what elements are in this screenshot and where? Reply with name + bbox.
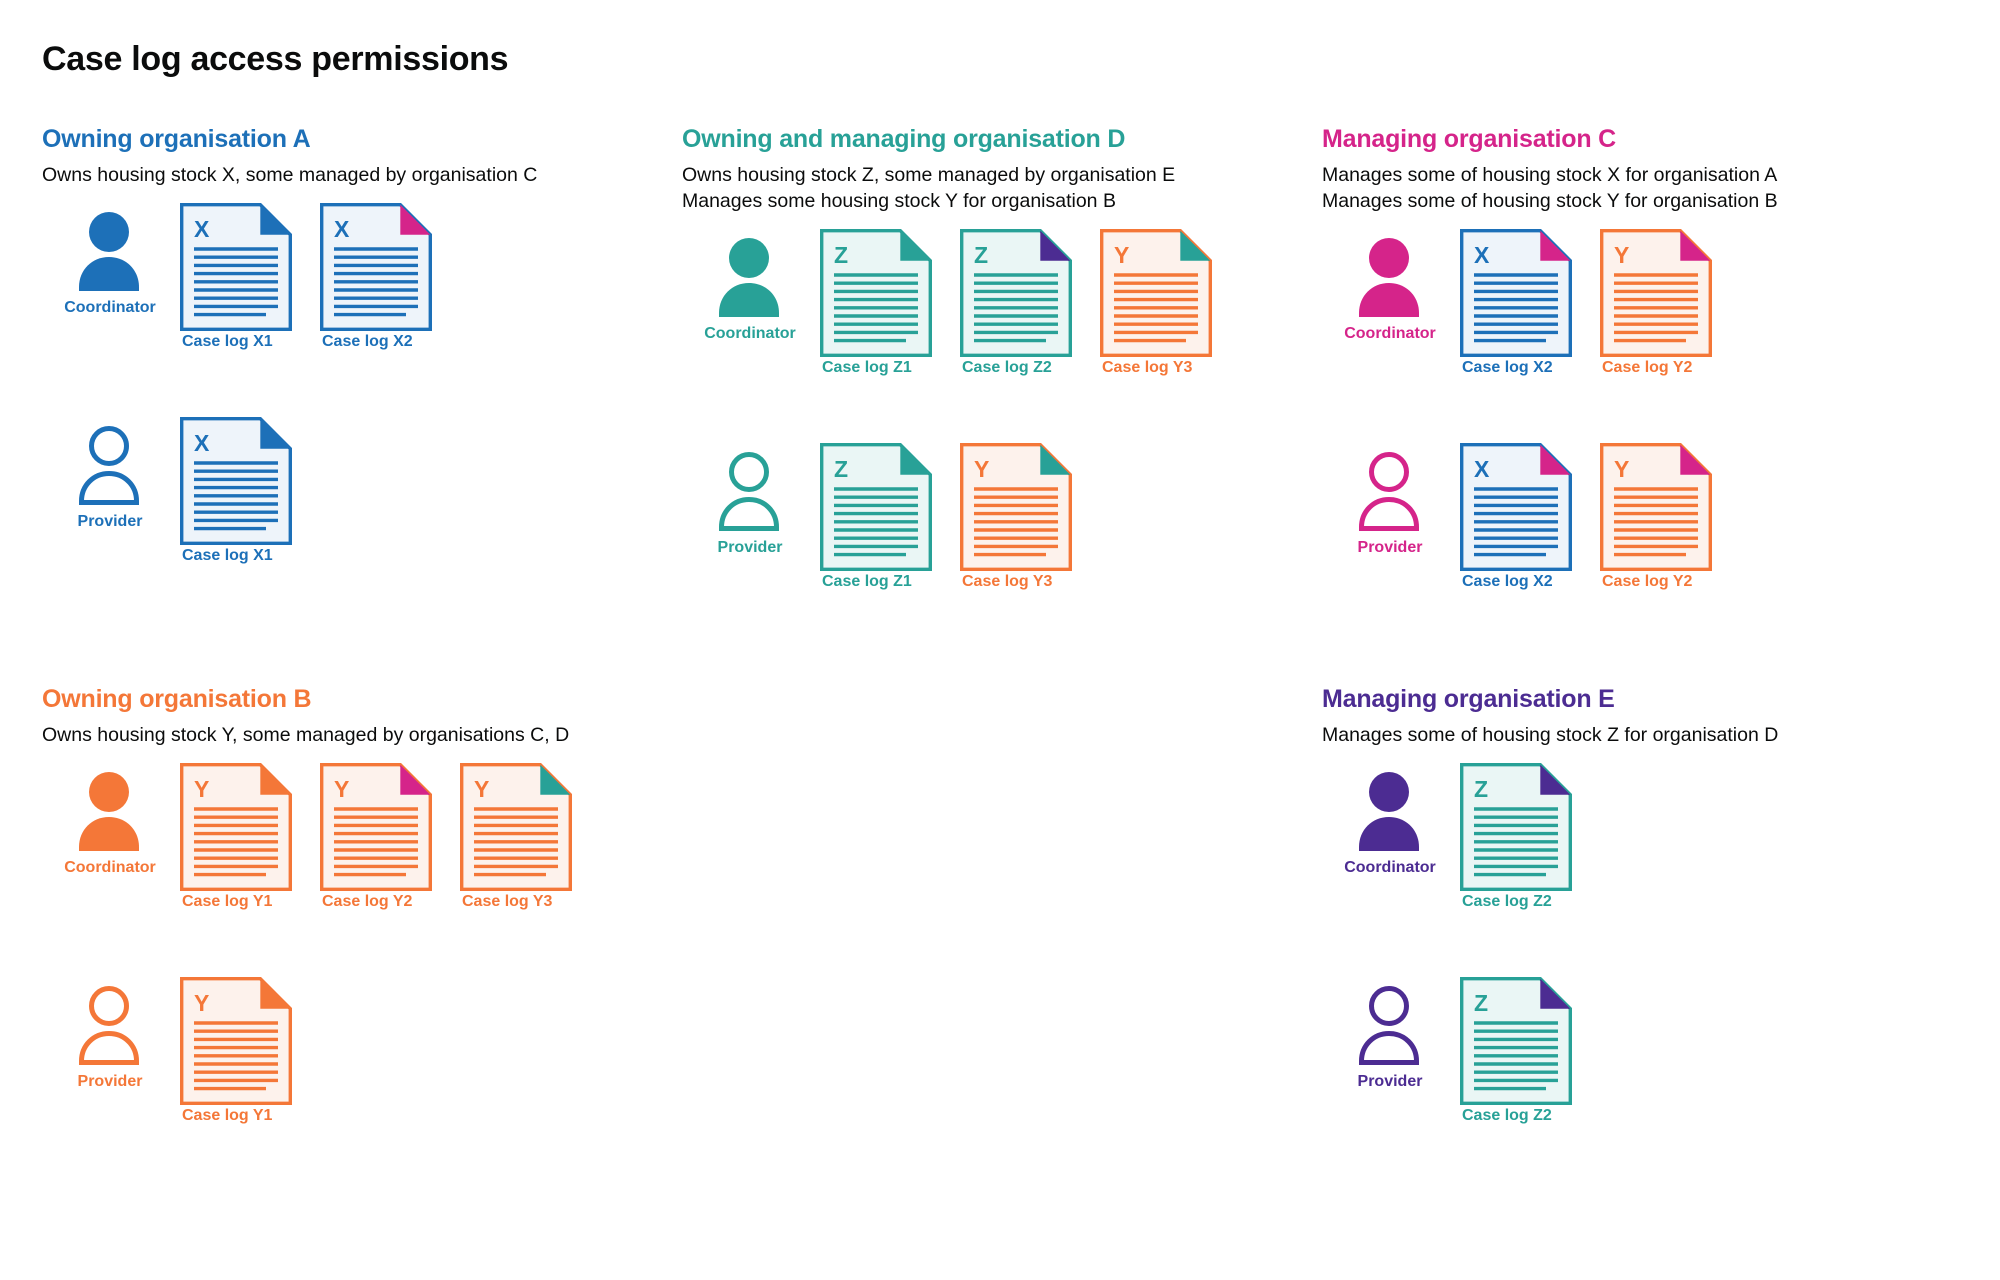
person-provider	[40, 417, 180, 531]
role-row-coordinator	[1320, 229, 1960, 429]
section-owning-organisation-b	[40, 685, 680, 1177]
user-outline-icon	[1351, 983, 1429, 1067]
section-title-managing-organisation-e: Managing organisation E	[1322, 684, 1615, 713]
role-row-coordinator	[1320, 763, 1960, 963]
svg-text:X: X	[1474, 455, 1490, 482]
svg-text:X: X	[194, 429, 210, 456]
person-role-label: Provider	[77, 512, 143, 530]
document-icon	[460, 763, 572, 891]
case-log-list	[180, 417, 320, 565]
section-owning-and-managing-organisation-d	[680, 125, 1320, 643]
page-title: Case log access permissions	[42, 40, 509, 78]
case-log-label: Case log X1	[182, 546, 273, 564]
case-log-list	[820, 443, 1100, 591]
person-provider	[1320, 443, 1460, 557]
case-log-label: Case log X2	[1462, 572, 1553, 590]
case-log-label: Case log Z2	[1462, 1106, 1552, 1124]
user-filled-icon	[1351, 235, 1429, 319]
svg-text:Z: Z	[1474, 989, 1489, 1016]
person-role-label: Coordinator	[1344, 324, 1436, 342]
user-filled-icon	[1351, 769, 1429, 853]
case-log-item	[180, 203, 320, 351]
person-coordinator	[1320, 229, 1460, 343]
svg-text:Z: Z	[974, 241, 989, 268]
document-icon	[180, 763, 292, 891]
section-title-owning-and-managing-organisation-d: Owning and managing organisation D	[682, 125, 1126, 153]
document-icon	[1460, 443, 1572, 571]
section-owning-organisation-a	[40, 125, 680, 643]
role-row-provider	[40, 977, 680, 1177]
document-icon	[1100, 229, 1212, 357]
section-description-line: Manages some of housing stock Z for organisation D	[1322, 723, 1779, 746]
case-log-item	[460, 763, 600, 911]
role-row-provider	[1320, 443, 1960, 643]
user-outline-icon	[1351, 449, 1429, 533]
role-row-provider	[1320, 977, 1960, 1177]
svg-text:X: X	[1474, 241, 1490, 268]
document-icon	[820, 229, 932, 357]
section-description-line: Manages some of housing stock Y for organisation B	[1322, 189, 1778, 212]
person-role-label: Coordinator	[1344, 858, 1436, 876]
case-log-item	[820, 443, 960, 591]
sections-grid	[40, 125, 1960, 1177]
document-icon	[820, 443, 932, 571]
case-log-label: Case log Y1	[182, 1106, 273, 1124]
person-role-label: Provider	[717, 538, 783, 556]
case-log-label: Case log Z1	[822, 358, 912, 376]
person-provider	[1320, 977, 1460, 1091]
svg-text:Y: Y	[474, 775, 490, 802]
svg-text:Z: Z	[834, 241, 849, 268]
case-log-label: Case log Y2	[322, 892, 413, 910]
case-log-item	[1460, 443, 1600, 591]
case-log-item	[1600, 229, 1740, 377]
document-icon	[1460, 763, 1572, 891]
case-log-list	[1460, 229, 1740, 377]
document-icon	[960, 229, 1072, 357]
section-description-owning-organisation-a	[42, 163, 680, 189]
section-description-line: Owns housing stock Y, some managed by organisations C, D	[42, 723, 570, 746]
section-description-managing-organisation-e	[1322, 723, 1960, 749]
person-role-label: Provider	[1357, 1072, 1423, 1090]
case-log-list	[1460, 443, 1740, 591]
person-provider	[40, 977, 180, 1091]
user-outline-icon	[71, 423, 149, 507]
section-description-line: Manages some housing stock Y for organisation B	[682, 189, 1116, 212]
case-log-label: Case log X2	[322, 332, 413, 350]
section-managing-organisation-e	[1320, 685, 1960, 1177]
svg-text:Y: Y	[334, 775, 350, 802]
role-row-provider	[680, 443, 1320, 643]
case-log-list	[820, 229, 1240, 377]
case-log-list	[1460, 977, 1600, 1125]
case-log-label: Case log Y3	[1102, 358, 1193, 376]
case-log-list	[180, 763, 600, 911]
role-row-provider	[40, 417, 680, 617]
person-role-label: Coordinator	[64, 858, 156, 876]
case-log-item	[320, 203, 460, 351]
document-icon	[320, 203, 432, 331]
person-role-label: Provider	[77, 1072, 143, 1090]
svg-text:Y: Y	[1614, 455, 1630, 482]
role-row-coordinator	[680, 229, 1320, 429]
case-log-label: Case log Y1	[182, 892, 273, 910]
grid-spacer	[680, 685, 1320, 1177]
section-description-line: Owns housing stock Z, some managed by organisation E	[682, 164, 1176, 186]
section-description-line: Manages some of housing stock X for organisation A	[1322, 164, 1778, 186]
user-filled-icon	[71, 209, 149, 293]
person-provider	[680, 443, 820, 557]
sections-row-bottom	[40, 685, 1960, 1177]
sections-row-top	[40, 125, 1960, 643]
document-icon	[1460, 977, 1572, 1105]
svg-text:Y: Y	[1114, 241, 1130, 268]
section-description-line: Owns housing stock X, some managed by organisation C	[42, 164, 538, 186]
document-icon	[320, 763, 432, 891]
document-icon	[180, 203, 292, 331]
person-role-label: Coordinator	[64, 298, 156, 316]
case-log-item	[180, 763, 320, 911]
case-log-label: Case log Y2	[1602, 358, 1693, 376]
section-description-managing-organisation-c	[1322, 163, 1960, 215]
svg-text:Y: Y	[194, 989, 210, 1016]
user-outline-icon	[71, 983, 149, 1067]
document-icon	[960, 443, 1072, 571]
person-coordinator	[40, 203, 180, 317]
svg-text:Z: Z	[1474, 775, 1489, 802]
case-log-item	[1460, 229, 1600, 377]
case-log-item	[960, 443, 1100, 591]
case-log-label: Case log Y3	[462, 892, 553, 910]
case-log-label: Case log Y3	[962, 572, 1053, 590]
svg-text:X: X	[194, 215, 210, 242]
user-filled-icon	[71, 769, 149, 853]
person-coordinator	[1320, 763, 1460, 877]
person-role-label: Coordinator	[704, 324, 796, 342]
section-description-owning-organisation-b	[42, 723, 680, 749]
case-log-item	[1460, 977, 1600, 1125]
svg-text:Z: Z	[834, 455, 849, 482]
case-log-list	[180, 977, 320, 1125]
document-icon	[180, 977, 292, 1105]
person-coordinator	[680, 229, 820, 343]
case-log-item	[1460, 763, 1600, 911]
case-log-item	[180, 977, 320, 1125]
document-icon	[1600, 229, 1712, 357]
section-description-owning-and-managing-organisation-d	[682, 163, 1320, 215]
case-log-item	[960, 229, 1100, 377]
svg-text:Y: Y	[974, 455, 990, 482]
case-log-list	[180, 203, 460, 351]
section-title-managing-organisation-c: Managing organisation C	[1322, 125, 1617, 153]
case-log-label: Case log Z2	[1462, 892, 1552, 910]
case-log-label: Case log X1	[182, 332, 273, 350]
case-log-item	[1100, 229, 1240, 377]
svg-text:X: X	[334, 215, 350, 242]
document-icon	[1600, 443, 1712, 571]
case-log-item	[820, 229, 960, 377]
role-row-coordinator	[40, 763, 680, 963]
case-log-list	[1460, 763, 1600, 911]
svg-text:Y: Y	[1614, 241, 1630, 268]
case-log-label: Case log Z1	[822, 572, 912, 590]
user-filled-icon	[711, 235, 789, 319]
section-title-owning-organisation-b: Owning organisation B	[42, 684, 312, 713]
person-role-label: Provider	[1357, 538, 1423, 556]
case-log-item	[1600, 443, 1740, 591]
case-log-item	[320, 763, 460, 911]
document-icon	[1460, 229, 1572, 357]
case-log-item	[180, 417, 320, 565]
section-title-owning-organisation-a: Owning organisation A	[42, 125, 311, 153]
role-row-coordinator	[40, 203, 680, 403]
case-log-label: Case log X2	[1462, 358, 1553, 376]
section-managing-organisation-c	[1320, 125, 1960, 643]
user-outline-icon	[711, 449, 789, 533]
case-log-label: Case log Y2	[1602, 572, 1693, 590]
case-log-label: Case log Z2	[962, 358, 1052, 376]
person-coordinator	[40, 763, 180, 877]
document-icon	[180, 417, 292, 545]
svg-text:Y: Y	[194, 775, 210, 802]
